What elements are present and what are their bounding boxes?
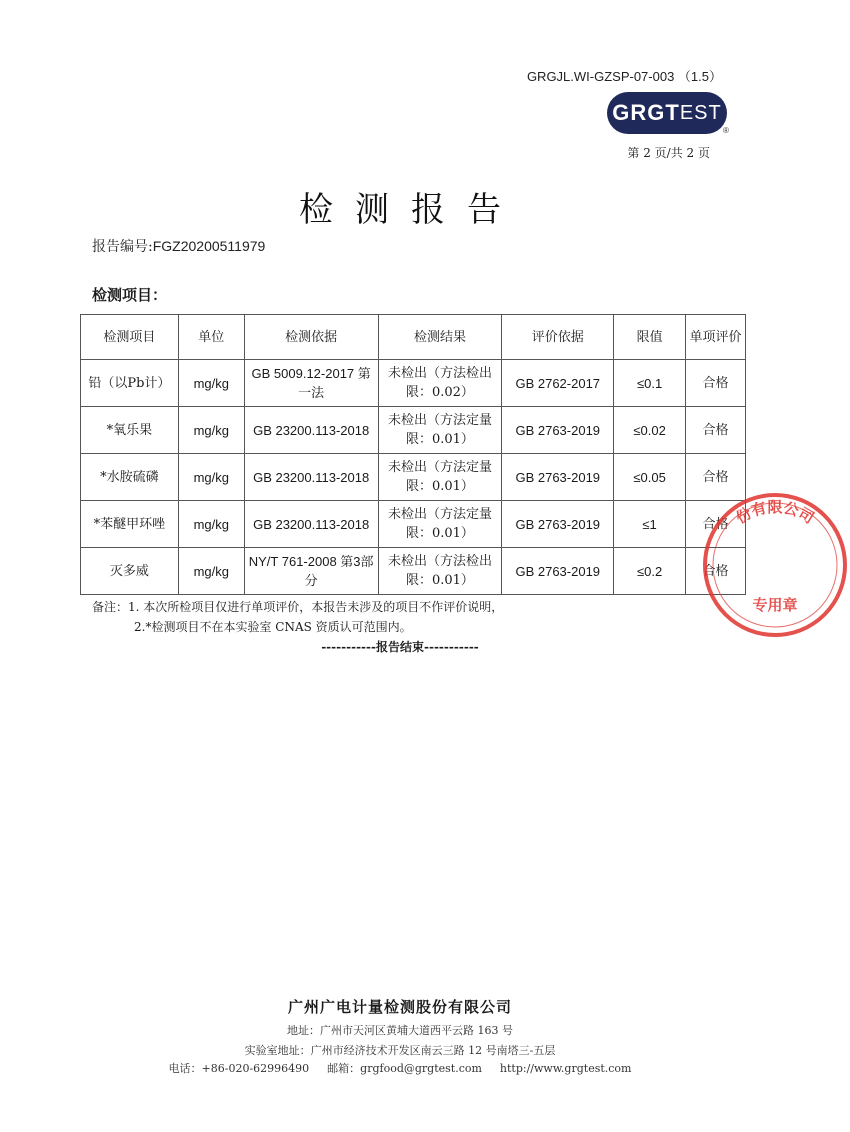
cell-standard: GB 2763-2019 bbox=[502, 548, 614, 595]
cell-unit: mg/kg bbox=[178, 454, 244, 501]
table-row bbox=[81, 360, 746, 407]
cell-evaluation: 合格 bbox=[686, 454, 746, 501]
header-method: 检测依据 bbox=[244, 315, 378, 360]
cell-method: GB 23200.113-2018 bbox=[244, 501, 378, 548]
cell-result: 未检出（方法检出限：0.02） bbox=[378, 360, 502, 407]
cell-unit: mg/kg bbox=[178, 501, 244, 548]
grgtest-logo bbox=[607, 92, 727, 134]
footer-website[interactable]: http://www.grgtest.com bbox=[499, 1062, 632, 1075]
notes bbox=[92, 597, 503, 637]
registered-mark: ® bbox=[723, 126, 729, 135]
table-row bbox=[81, 501, 746, 548]
footer-phone: 电话：+86-020-62996490 bbox=[168, 1062, 310, 1075]
cell-result: 未检出（方法定量限：0.01） bbox=[378, 454, 502, 501]
note-line-1: 备注：1. 本次所检项目仅进行单项评价，本报告未涉及的项目不作评价说明， bbox=[92, 600, 504, 614]
cell-standard: GB 2763-2019 bbox=[502, 407, 614, 454]
table-header-row bbox=[81, 315, 746, 360]
report-number bbox=[92, 236, 265, 256]
page-number: 第 2 页/共 2 页 bbox=[627, 146, 710, 160]
stamp-text: 份有限公司 bbox=[732, 498, 818, 528]
note-line-2: 2.*检测项目不在本实验室 CNAS 资质认可范围内。 bbox=[134, 620, 412, 634]
cell-method: GB 23200.113-2018 bbox=[244, 454, 378, 501]
results-table bbox=[80, 314, 746, 595]
cell-unit: mg/kg bbox=[178, 360, 244, 407]
cell-limit: ≤0.2 bbox=[614, 548, 686, 595]
stamp-text-2: 专用章 bbox=[752, 596, 798, 614]
cell-standard: GB 2763-2019 bbox=[502, 501, 614, 548]
header-standard: 评价依据 bbox=[502, 315, 614, 360]
header-evaluation: 单项评价 bbox=[686, 315, 746, 360]
cell-result: 未检出（方法定量限：0.01） bbox=[378, 501, 502, 548]
header-result: 检测结果 bbox=[378, 315, 502, 360]
report-number-label: 报告编号: bbox=[92, 239, 153, 255]
company-seal-stamp bbox=[700, 490, 850, 640]
cell-limit: ≤0.02 bbox=[614, 407, 686, 454]
cell-evaluation: 合格 bbox=[686, 360, 746, 407]
cell-result: 未检出（方法检出限：0.01） bbox=[378, 548, 502, 595]
section-title: 检测项目： bbox=[92, 286, 168, 304]
footer-lab-address: 实验室地址：广州市经济技术开发区南云三路 12 号南塔三-五层 bbox=[244, 1044, 556, 1057]
cell-method: NY/T 761-2008 第3部分 bbox=[244, 548, 378, 595]
cell-standard: GB 2763-2019 bbox=[502, 454, 614, 501]
report-number-value: FGZ20200511979 bbox=[152, 238, 266, 254]
cell-item: *苯醚甲环唑 bbox=[81, 501, 179, 548]
cell-item: *水胺硫磷 bbox=[81, 454, 179, 501]
footer-contact bbox=[0, 1060, 800, 1076]
report-end-marker: -----------报告结束----------- bbox=[321, 640, 479, 654]
footer-company: 广州广电计量检测股份有限公司 bbox=[287, 998, 512, 1016]
cell-limit: ≤1 bbox=[614, 501, 686, 548]
header-unit: 单位 bbox=[178, 315, 244, 360]
header-item: 检测项目 bbox=[81, 315, 179, 360]
report-title: 检测报告 bbox=[299, 190, 523, 230]
header-limit: 限值 bbox=[614, 315, 686, 360]
cell-item: 灭多威 bbox=[81, 548, 179, 595]
cell-item: *氧乐果 bbox=[81, 407, 179, 454]
cell-limit: ≤0.05 bbox=[614, 454, 686, 501]
cell-evaluation: 合格 bbox=[686, 407, 746, 454]
footer-email: 邮箱：grgfood@grgtest.com bbox=[327, 1062, 482, 1075]
table-row bbox=[81, 407, 746, 454]
cell-item: 铅（以Pb计） bbox=[81, 360, 179, 407]
cell-method: GB 23200.113-2018 bbox=[244, 407, 378, 454]
cell-unit: mg/kg bbox=[178, 548, 244, 595]
cell-unit: mg/kg bbox=[178, 407, 244, 454]
table-row bbox=[81, 548, 746, 595]
document-code: GRGJL.WI-GZSP-07-003 （1.5） bbox=[526, 69, 722, 84]
cell-standard: GB 2762-2017 bbox=[502, 360, 614, 407]
cell-limit: ≤0.1 bbox=[614, 360, 686, 407]
cell-method: GB 5009.12-2017 第一法 bbox=[244, 360, 378, 407]
footer-address: 地址：广州市天河区黄埔大道西平云路 163 号 bbox=[287, 1024, 513, 1037]
cell-result: 未检出（方法定量限：0.01） bbox=[378, 407, 502, 454]
logo-text-thin: EST bbox=[679, 101, 722, 124]
cell-evaluation: 合格 bbox=[686, 548, 746, 595]
cell-evaluation: 合格 bbox=[686, 501, 746, 548]
table-row bbox=[81, 454, 746, 501]
logo-text-bold: GRGT bbox=[612, 100, 680, 125]
